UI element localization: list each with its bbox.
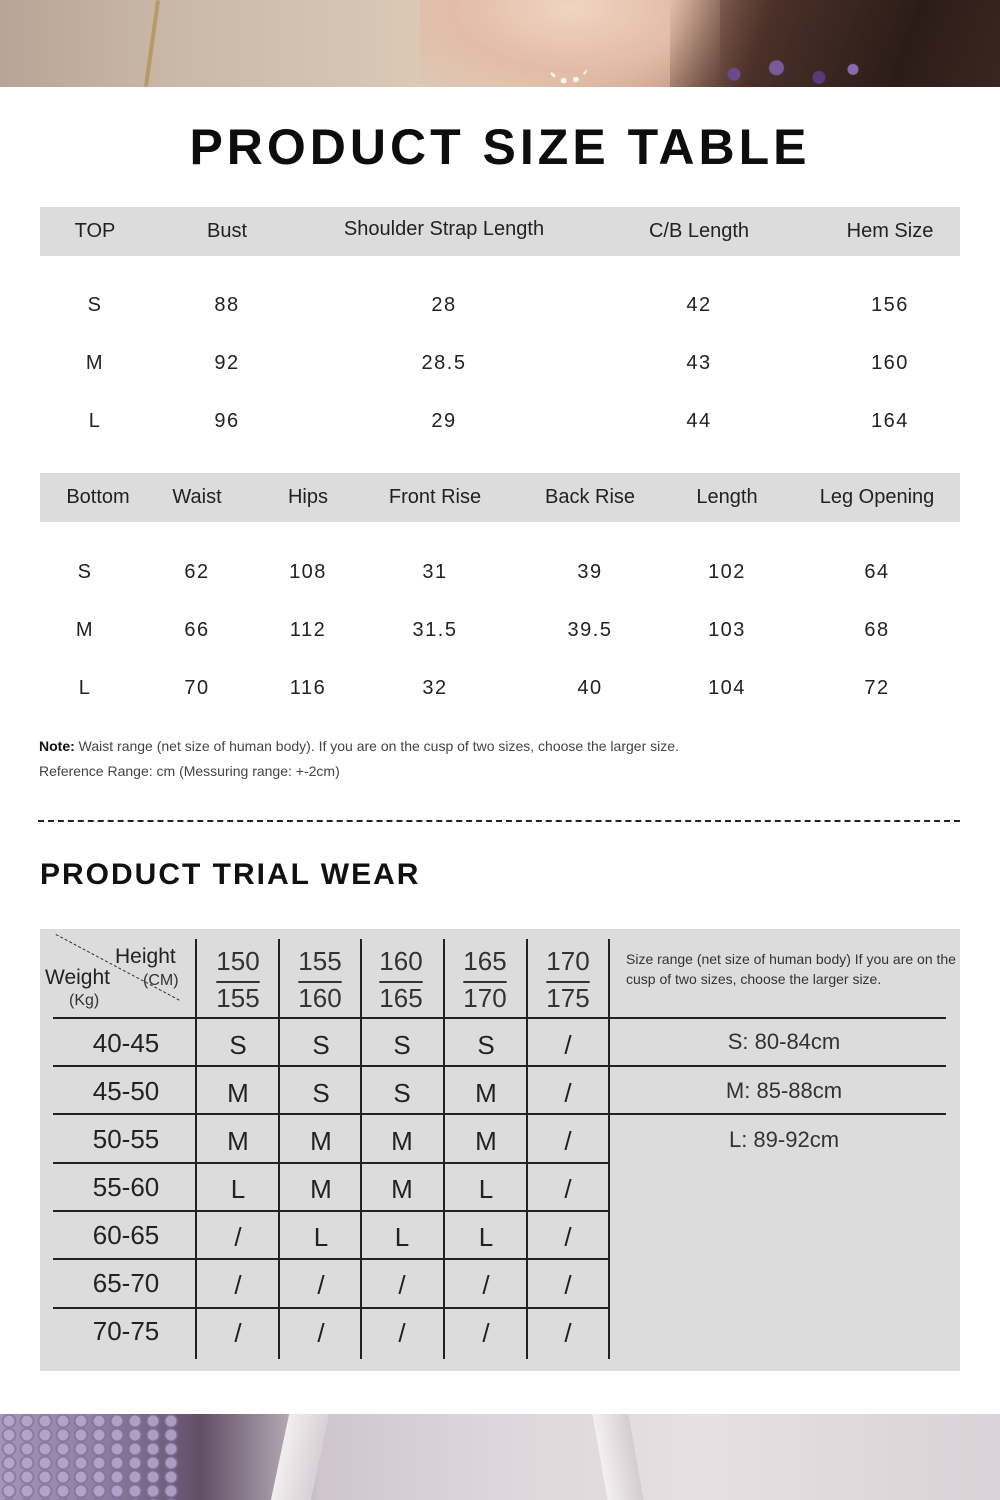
size-cell: S (229, 1030, 247, 1060)
size-cell: M (391, 1126, 413, 1156)
header-length: Length (696, 486, 758, 508)
bust-value: 92 (214, 352, 240, 374)
size-cell: / (317, 1270, 325, 1300)
header-waist: Waist (172, 486, 222, 508)
note-line1: Waist range (net size of human body). If you are on the cusp of two sizes, choose the larger size. (74, 738, 679, 754)
height-range: 155 160 (298, 946, 342, 1013)
size-cell: L (230, 1174, 246, 1204)
size-cell: S (477, 1030, 495, 1060)
header-bottom: Bottom (66, 486, 130, 508)
weight-range: 60-65 (92, 1220, 160, 1250)
back-rise-value: 39 (577, 561, 603, 583)
header-hips: Hips (287, 486, 329, 508)
size-cell: / (234, 1270, 242, 1300)
size-range-s: S: 80-84cm (727, 1029, 841, 1054)
size-range-l: L: 89-92cm (728, 1127, 840, 1152)
size-cell: M (227, 1126, 249, 1156)
header-front-rise: Front Rise (388, 486, 482, 508)
bottom-size-table (40, 473, 960, 717)
height-range: 160 165 (379, 946, 423, 1013)
cb-length-value: 42 (686, 294, 712, 316)
back-rise-value: 40 (577, 677, 603, 699)
header-shoulder-strap: Shoulder Strap Length (343, 218, 545, 240)
front-rise-value: 31.5 (412, 619, 458, 641)
size-cell: / (398, 1318, 406, 1348)
table-row (40, 659, 960, 717)
strap-value: 28.5 (421, 352, 467, 374)
size-cell: L (478, 1174, 494, 1204)
size-label: S (87, 294, 103, 316)
size-cell: / (482, 1270, 490, 1300)
section-divider (38, 820, 960, 822)
weight-range: 70-75 (92, 1316, 160, 1346)
size-cell: / (317, 1318, 325, 1348)
strap-value: 29 (431, 410, 457, 432)
height-unit: (CM) (143, 972, 179, 989)
bottom-table-header (40, 473, 960, 522)
hem-value: 164 (871, 410, 909, 432)
size-cell: S (312, 1078, 330, 1108)
back-rise-value: 39.5 (567, 619, 613, 641)
weight-label: Weight (45, 966, 110, 989)
weight-range: 65-70 (92, 1268, 160, 1298)
table-row (40, 276, 960, 334)
size-cell: / (482, 1318, 490, 1348)
length-value: 103 (708, 619, 746, 641)
note-label: Note: (39, 738, 75, 754)
cb-length-value: 43 (686, 352, 712, 374)
size-cell: S (312, 1030, 330, 1060)
weight-range: 40-45 (92, 1028, 160, 1058)
size-cell: M (227, 1078, 249, 1108)
table-row (40, 392, 960, 450)
header-cb-length: C/B Length (648, 220, 750, 242)
size-cell: / (564, 1030, 572, 1060)
top-table-header (40, 207, 960, 256)
size-cell: M (391, 1174, 413, 1204)
height-range: 150 155 (216, 946, 260, 1013)
size-cell: S (393, 1030, 411, 1060)
size-note (39, 738, 679, 754)
size-cell: / (564, 1126, 572, 1156)
size-range-m: M: 85-88cm (725, 1078, 843, 1103)
page-title: PRODUCT SIZE TABLE (189, 119, 811, 175)
size-cell: / (564, 1318, 572, 1348)
bottom-product-photo (0, 1414, 1000, 1500)
top-product-photo (0, 0, 1000, 87)
size-cell: / (564, 1174, 572, 1204)
table-row (40, 334, 960, 392)
table-row (40, 601, 960, 659)
header-back-rise: Back Rise (544, 486, 636, 508)
bust-value: 88 (214, 294, 240, 316)
header-top: TOP (74, 220, 116, 242)
leg-opening-value: 72 (864, 677, 890, 699)
header-leg-opening: Leg Opening (819, 486, 935, 508)
reference-range-note: Reference Range: cm (Messuring range: +-2cm) (39, 763, 340, 779)
header-hem-size: Hem Size (846, 220, 934, 242)
weight-range: 45-50 (92, 1076, 160, 1106)
front-rise-value: 32 (422, 677, 448, 699)
leg-opening-value: 68 (864, 619, 890, 641)
hips-value: 112 (289, 619, 327, 641)
trial-wear-title: PRODUCT TRIAL WEAR (40, 858, 421, 891)
waist-value: 70 (184, 677, 210, 699)
size-label: M (75, 619, 95, 641)
size-cell: M (310, 1126, 332, 1156)
hem-value: 160 (871, 352, 909, 374)
size-cell: / (564, 1222, 572, 1252)
size-cell: S (393, 1078, 411, 1108)
size-cell: / (564, 1270, 572, 1300)
height-label: Height (115, 945, 176, 968)
header-bust: Bust (206, 220, 248, 242)
table-row (40, 543, 960, 601)
top-size-table (40, 207, 960, 450)
length-value: 102 (708, 561, 746, 583)
size-cell: M (310, 1174, 332, 1204)
bust-value: 96 (214, 410, 240, 432)
size-cell: L (394, 1222, 410, 1252)
hips-value: 108 (289, 561, 327, 583)
weight-unit: (Kg) (69, 992, 100, 1009)
size-label: M (85, 352, 105, 374)
size-label: L (78, 677, 92, 699)
size-cell: / (234, 1222, 242, 1252)
waist-value: 62 (184, 561, 210, 583)
strap-value: 28 (431, 294, 457, 316)
weight-range: 50-55 (92, 1124, 160, 1154)
height-range: 165 170 (463, 946, 507, 1013)
size-cell: M (475, 1078, 497, 1108)
weight-range: 55-60 (92, 1172, 160, 1202)
size-cell: / (564, 1078, 572, 1108)
size-cell: / (234, 1318, 242, 1348)
size-label: L (88, 410, 102, 432)
waist-value: 66 (184, 619, 210, 641)
trial-wear-table (40, 929, 960, 1371)
size-label: S (77, 561, 93, 583)
hips-value: 116 (289, 677, 327, 699)
height-range: 170 175 (546, 946, 590, 1013)
size-cell: L (478, 1222, 494, 1252)
size-range-note: Size range (net size of human body) If you are on the cusp of two sizes, choose the larger size. (626, 951, 956, 987)
front-rise-value: 31 (422, 561, 448, 583)
length-value: 104 (708, 677, 746, 699)
size-cell: / (398, 1270, 406, 1300)
size-cell: L (313, 1222, 329, 1252)
size-cell: M (475, 1126, 497, 1156)
leg-opening-value: 64 (864, 561, 890, 583)
hem-value: 156 (871, 294, 909, 316)
cb-length-value: 44 (686, 410, 712, 432)
